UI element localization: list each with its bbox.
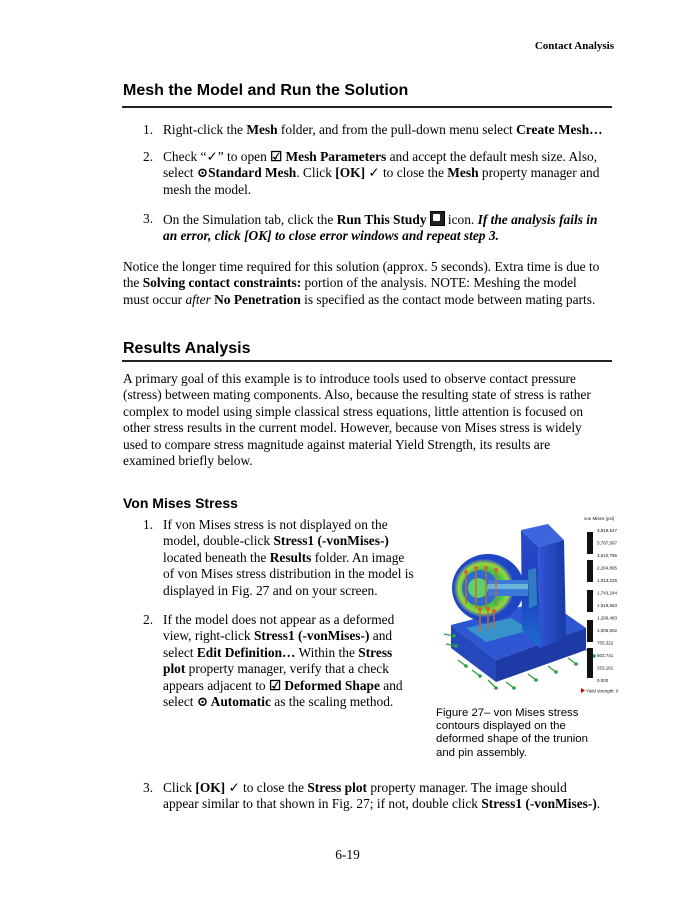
step-text bbox=[163, 780, 633, 813]
step-text bbox=[163, 517, 448, 599]
text-run: appears adjacent to bbox=[163, 677, 269, 693]
text-line bbox=[163, 612, 448, 628]
text-run: used to compare stress magnitude against material Yield Strength, its results are bbox=[123, 436, 551, 452]
text-run: . Click bbox=[296, 165, 336, 181]
text-run: and bbox=[369, 628, 393, 644]
text-run: ✓ to close the bbox=[365, 165, 448, 181]
text-run: as the scaling method. bbox=[270, 694, 394, 710]
text-run: ✓ to close the bbox=[225, 780, 308, 795]
text-line bbox=[163, 645, 448, 661]
step-number: 1. bbox=[143, 122, 154, 137]
text-run: mesh the model. bbox=[163, 181, 252, 197]
text-run: Click bbox=[163, 780, 196, 795]
text-run: Stress1 (-vonMises-) bbox=[273, 533, 389, 549]
text-line bbox=[163, 228, 623, 244]
legend-values bbox=[597, 528, 618, 683]
text-line bbox=[163, 165, 623, 181]
text-run: Results bbox=[269, 549, 312, 565]
text-run: [OK] bbox=[195, 780, 226, 795]
text-line bbox=[123, 437, 618, 453]
legend-value: 503,741 bbox=[597, 653, 614, 658]
text-run: Run This Study bbox=[336, 212, 427, 227]
legend-bar-segment bbox=[587, 620, 593, 642]
section-heading-results: Results Analysis bbox=[123, 340, 251, 357]
section-rule bbox=[122, 360, 612, 362]
text-line bbox=[163, 211, 623, 228]
text-line bbox=[163, 533, 448, 549]
text-run: [OK] bbox=[335, 165, 366, 181]
legend-value: 1,006,502 bbox=[597, 628, 618, 633]
text-run: after bbox=[185, 291, 211, 307]
legend-value: 2,264,805 bbox=[597, 565, 618, 571]
text-line bbox=[123, 387, 618, 403]
text-run: is specified as the contact mode between mating parts. bbox=[300, 291, 596, 307]
von-mises-stress-plot bbox=[436, 510, 626, 700]
text-run: of von Mises stress distribution in the model is bbox=[163, 566, 414, 582]
text-run: Stress1 (-vonMises-) bbox=[481, 796, 597, 812]
text-run: On the Simulation tab, click the bbox=[163, 212, 337, 227]
text-run: complex to model using simple classical stress equations, little attention is focused on bbox=[123, 403, 584, 419]
run-study-icon bbox=[430, 211, 445, 226]
text-line bbox=[123, 371, 618, 387]
text-run: select bbox=[163, 644, 197, 660]
legend-value: 3,787,567 bbox=[597, 540, 618, 546]
text-run: Solving contact constraints: bbox=[142, 275, 302, 291]
text-run: Stress plot bbox=[307, 780, 368, 795]
step-number: 3. bbox=[143, 780, 154, 795]
figure-27-caption bbox=[436, 707, 606, 760]
text-line bbox=[123, 420, 618, 436]
text-run: folder. An image bbox=[311, 549, 405, 565]
figure-27 bbox=[436, 510, 626, 700]
step-number: 1. bbox=[143, 517, 154, 532]
text-line bbox=[163, 550, 448, 566]
text-run: displayed in Fig. 27 and on your screen. bbox=[163, 582, 378, 598]
section-rule bbox=[122, 106, 612, 108]
caption-line: contours displayed on the bbox=[436, 720, 566, 733]
running-head: Contact Analysis bbox=[534, 40, 614, 52]
results-intro-paragraph bbox=[123, 371, 618, 469]
text-run: Stress bbox=[358, 644, 393, 660]
text-run: If the model does not appear as a deformed bbox=[163, 612, 395, 627]
text-run: other stress results in the current model. However, because von Mises stress is widely bbox=[123, 420, 582, 436]
yield-marker-icon bbox=[581, 688, 585, 693]
step-text bbox=[163, 122, 623, 138]
text-run: A primary goal of this example is to introduce tools used to observe contact pressure bbox=[123, 371, 576, 386]
text-run: icon. bbox=[444, 212, 478, 227]
text-run: Mesh bbox=[246, 122, 278, 137]
text-line bbox=[123, 292, 618, 308]
text-run: located beneath the bbox=[163, 549, 270, 565]
text-run: If von Mises stress is not displayed on the bbox=[163, 517, 388, 532]
legend-bar-segment bbox=[587, 590, 593, 612]
text-run: appear similar to that shown in Fig. 27; if not, double click bbox=[163, 796, 482, 812]
step-text bbox=[163, 149, 623, 198]
text-line bbox=[123, 259, 618, 275]
legend-bar-segment bbox=[587, 532, 593, 554]
text-run: property manager and bbox=[478, 165, 600, 181]
caption-line: deformed shape of the trunion bbox=[436, 733, 588, 746]
subsection-heading-von-mises: Von Mises Stress bbox=[123, 495, 238, 511]
step-text bbox=[163, 211, 623, 245]
text-run: Notice the longer time required for this solution (approx. 5 seconds). Extra time is due to bbox=[123, 259, 600, 274]
text-line bbox=[163, 149, 623, 165]
step-text bbox=[163, 612, 448, 710]
text-run: select bbox=[163, 165, 197, 181]
text-line bbox=[163, 122, 623, 138]
legend-value: 755,322 bbox=[597, 640, 614, 646]
text-line bbox=[163, 694, 448, 710]
section-heading-mesh: Mesh the Model and Run the Solution bbox=[123, 82, 409, 99]
text-run: Edit Definition… bbox=[196, 644, 296, 660]
legend-value: 1,743,244 bbox=[597, 590, 618, 596]
text-run: Check “✓” to open bbox=[163, 149, 271, 164]
text-run: Mesh bbox=[447, 165, 479, 181]
text-line bbox=[163, 780, 633, 796]
text-line bbox=[163, 583, 448, 599]
text-run: If the analysis fails in bbox=[477, 212, 598, 227]
text-line bbox=[163, 182, 623, 198]
legend-value: 0.000 bbox=[597, 678, 609, 683]
legend-bar-segment bbox=[587, 648, 593, 678]
text-run: an error, click [OK] to close error windows and repeat step 3. bbox=[163, 228, 499, 244]
text-line bbox=[163, 628, 448, 644]
text-run: and bbox=[379, 677, 403, 693]
yield-strength-label: Yield strength: 0 bbox=[586, 688, 619, 694]
text-run: folder, and from the pull-down menu select bbox=[277, 122, 517, 137]
text-run: plot bbox=[163, 661, 186, 677]
text-run: model, double-click bbox=[163, 533, 274, 549]
text-run: property manager. The image should bbox=[367, 780, 567, 795]
page-number: 6-19 bbox=[335, 847, 360, 862]
text-line bbox=[123, 275, 618, 291]
text-line bbox=[123, 453, 618, 469]
text-run: select bbox=[163, 694, 197, 710]
text-line bbox=[163, 796, 633, 812]
text-line bbox=[163, 517, 448, 533]
text-run: view, right-click bbox=[163, 628, 254, 644]
step-number: 2. bbox=[143, 149, 154, 164]
text-run: (stress) between mating components. Also, because the resulting state of stress is rather bbox=[123, 387, 591, 403]
text-run: must occur bbox=[123, 291, 186, 307]
text-run: Create Mesh… bbox=[516, 122, 603, 137]
text-run: ⊙ Automatic bbox=[196, 694, 271, 710]
legend-bar-segment bbox=[587, 560, 593, 582]
legend-value: 253,161 bbox=[597, 665, 614, 671]
text-line bbox=[123, 404, 618, 420]
text-run: No Penetration bbox=[214, 291, 301, 307]
legend-value: 3,510,786 bbox=[597, 553, 618, 558]
text-run: portion of the analysis. NOTE: Meshing the model bbox=[301, 275, 577, 291]
legend-value: 1,519,663 bbox=[597, 603, 618, 608]
text-run: Stress1 (-vonMises-) bbox=[253, 628, 370, 644]
solution-time-paragraph bbox=[123, 259, 618, 308]
text-run: and accept the default mesh size. Also, bbox=[386, 149, 598, 164]
text-run: property manager, verify that a check bbox=[185, 661, 389, 677]
legend-title: von Mises (psi) bbox=[584, 516, 615, 521]
step-number: 2. bbox=[143, 612, 154, 627]
text-run: ☑ Mesh Parameters bbox=[270, 149, 387, 164]
text-line bbox=[163, 566, 448, 582]
text-run: examined briefly below. bbox=[123, 453, 253, 469]
legend-value: 3,819,547 bbox=[597, 528, 618, 533]
caption-line: and pin assembly. bbox=[436, 746, 527, 759]
text-run: Within the bbox=[295, 644, 359, 660]
text-run: the bbox=[123, 275, 143, 291]
text-run: Right-click the bbox=[163, 122, 247, 137]
caption-line: Figure 27– von Mises stress bbox=[436, 707, 579, 719]
text-line bbox=[163, 661, 448, 677]
text-run: . bbox=[596, 796, 601, 812]
text-run: ☑ Deformed Shape bbox=[268, 677, 380, 693]
legend-value: 1,266,483 bbox=[597, 615, 618, 621]
legend-value: 1,913,225 bbox=[597, 578, 618, 583]
step-number: 3. bbox=[143, 211, 154, 226]
text-line bbox=[163, 678, 448, 694]
text-run: ⊙Standard Mesh bbox=[196, 165, 297, 181]
